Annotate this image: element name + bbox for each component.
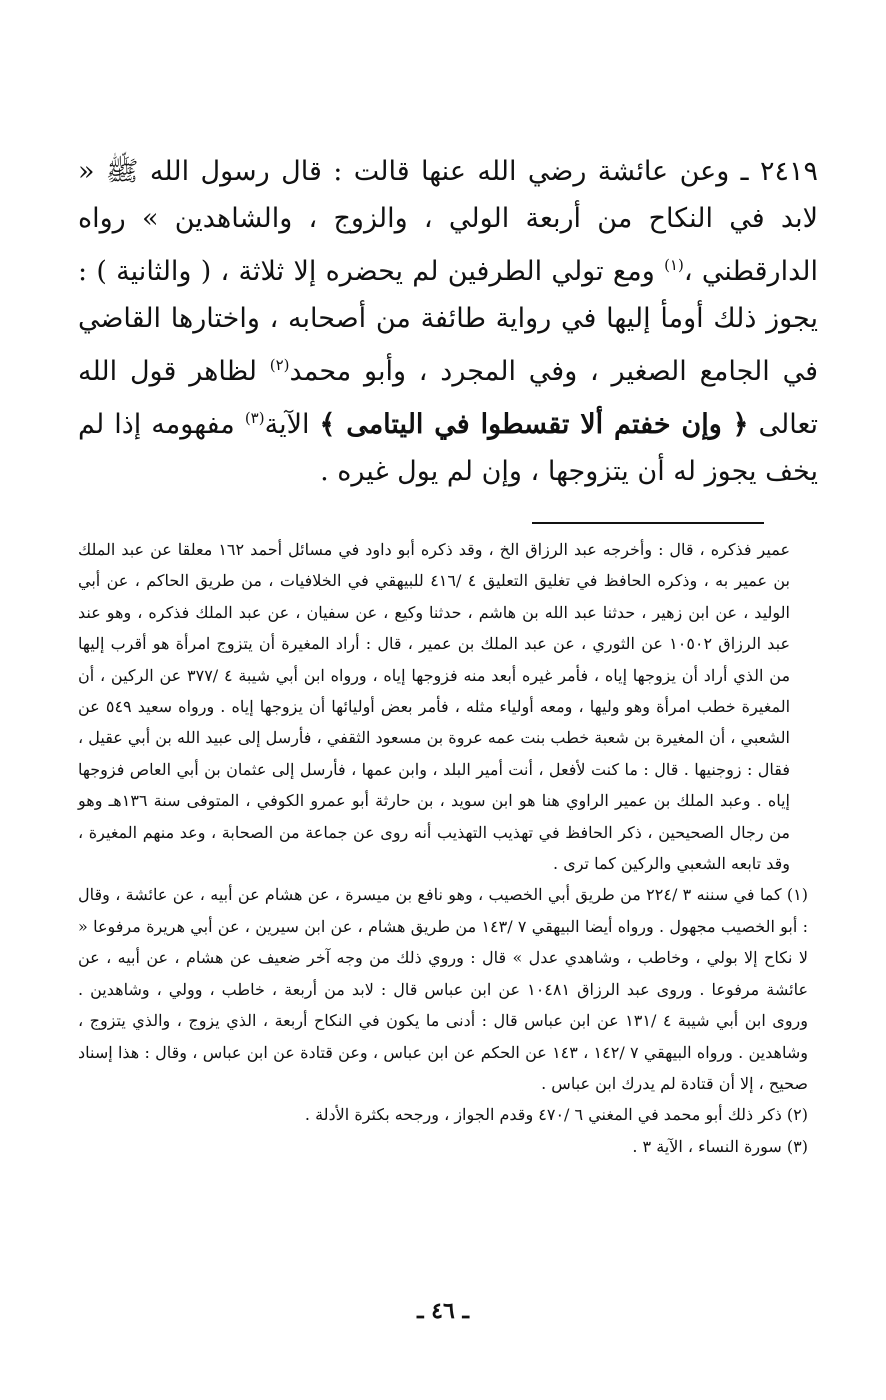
footnote-ref-2: (٢) [269,356,290,374]
footnote-1: (١) كما في سننه ٣ /٢٢٤ من طريق أبي الخصيب ، وهو نافع بن ميسرة ، عن هشام عن أبيه ، عن عائشة ، وقال : أبو الخصيب مجهول . ورواه أيضا البيهقي ٧ /١٤٣ من طريق هشام ، عن ابن سيرين ، عن أبي هريرة مرفوعا « لا نكاح إلا بولي ، وخاطب ، وشاهدي عدل » قال : وروي ذلك من وجه آخر ضعيف عن هشام ، عن أبيه ، عن عائشة مرفوعا . وروى عبد الرزاق ١٠٤٨١ عن ابن عباس قال : لابد من أربعة ، خاطب ، وولي ، وشاهدين . وروى ابن أبي شيبة ٤ /١٣١ عن ابن عباس قال : أدنى ما يكون في النكاح أربعة ، الذي يزوج ، والذي يتزوج ، وشاهدين . ورواه البيهقي ٧ /١٤٢ ، ١٤٣ عن الحكم عن ابن عباس ، وعن قتادة عن ابن عباس ، وقال : هذا إسناد صحيح ، إلا أن قتادة لم يدرك ابن عباس . [78,885,808,1093]
footnote-3: (٣) سورة النساء ، الآية ٣ . [632,1136,808,1156]
footnote-2: (٢) ذكر ذلك أبو محمد في المغني ٦ /٤٧٠ وقدم الجواز ، ورجحه بكثرة الأدلة . [304,1105,808,1125]
commentary-text: مفهومه إذا لم يخف يجوز له أن يتزوجها ، وإن لم يول غيره . [78,409,818,487]
footnote-continuation: عمير فذكره ، قال : وأخرجه عبد الرزاق الخ ، وقد ذكره أبو داود في مسائل أحمد ١٦٢ معلقا عن عبد الملك بن عمير به ، وذكره الحافظ في تغليق التعليق ٤ /٤١٦ للبيهقي في الخلافيات ، من طريق الحاكم ، عن أبي الوليد ، عن ابن زهير ، حدثنا عبد الله بن هاشم ، حدثنا وكيع ، عن سفيان ، عن عبد الملك فذكره ، وهو عند عبد الرزاق ١٠٥٠٢ عن الثوري ، عن عبد الملك بن عمير ، قال : أراد المغيرة أن يتزوج امرأة هو أقرب إليها من الذي أراد أن يزوجها إياه ، فأمر غيره أبعد منه فزوجها إياه ، ورواه ابن أبي شيبة ٤ /٣٧٧ عن الركين ، أن المغيرة خطب امرأة وهو وليها ، ومعه أولياء مثله ، فأمر بعض أوليائها أن يزوجها إياه . ورواه سعيد ٥٤٩ عن الشعبي ، أن المغيرة بن شعبة خطب بنت عمه عروة بن مسعود الثقفي ، فأرسل إلى عبيد الله بن أبي عقيل ، فقال : زوجنيها . قال : ما كنت لأفعل ، أنت أمير البلد ، وابن عمها ، فأرسل إلى عثمان بن أبي العاص فزوجها إياه . وعبد الملك بن عمير الراوي هنا هو ابن سويد ، بن حارثة أبو عمرو الكوفي ، المتوفى سنة ١٣٦هـ وهو من رجال الصحيحين ، ذكر الحافظ في تهذيب التهذيب أنه روى عن جماعة من الصحابة ، وعد منهم المغيرة ، وقد تابعه الشعبي والركين كما ترى . [78,540,791,874]
main-text [78,148,818,495]
quran-verse: ﴿ وإن خفتم ألا تقسطوا في اليتامى ﴾ [319,409,749,440]
footnote-ref-3: (٣) [244,409,265,427]
footnote-separator [532,522,764,524]
footnotes [78,534,808,1162]
commentary-text: لظاهر قول الله تعالى [78,356,818,440]
hadith-paragraph [78,148,818,495]
commentary-text: الآية [264,409,320,440]
commentary-text: ومع تولي الطرفين لم يحضره إلا ثلاثة ، ( والثانية ) : يجوز ذلك أومأ إليها في رواية طائفة من أصحابه ، واختارها القاضي في الجامع الصغير ، وفي المجرد ، وأبو محمد [78,256,818,387]
footnote-ref-1: (١) [664,256,684,274]
page-number: ـ ٤٦ ـ [417,1298,469,1324]
hadith-text: ٢٤١٩ ـ وعن عائشة رضي الله عنها قالت : قال رسول الله ﷺ « لابد في النكاح من أربعة الولي ، والزوج ، والشاهدين » رواه الدارقطني ، [78,156,818,287]
